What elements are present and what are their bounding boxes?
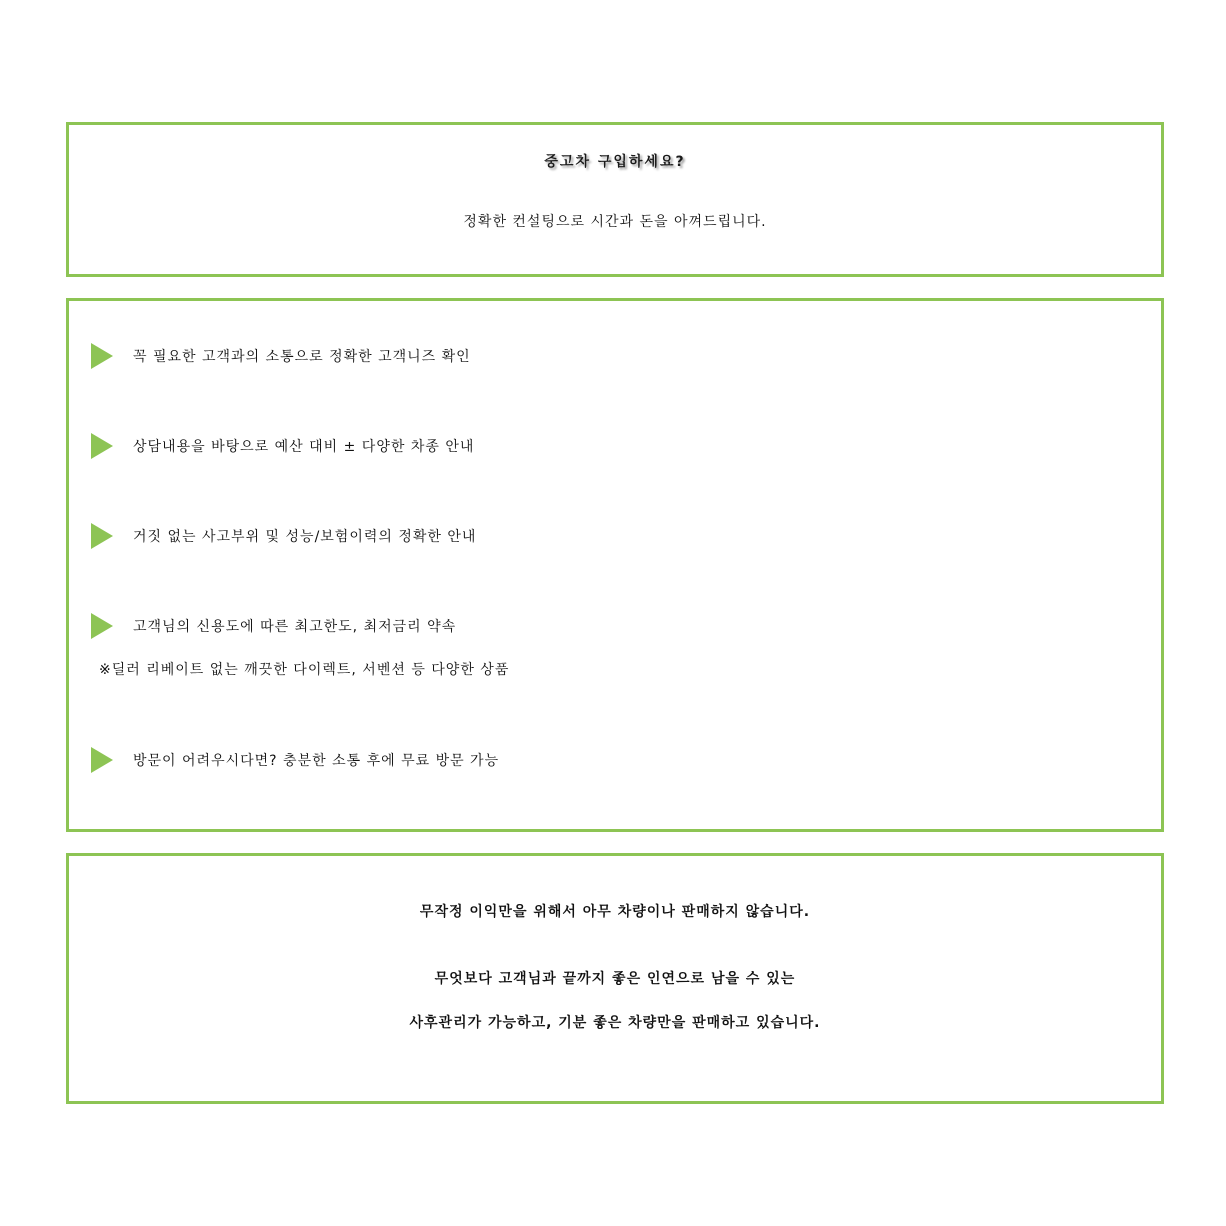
feature-item	[91, 613, 1151, 639]
features-box	[66, 298, 1164, 832]
feature-item	[91, 343, 1151, 369]
promise-box	[66, 853, 1164, 1104]
feature-item	[91, 523, 1151, 549]
feature-text: 거짓 없는 사고부위 및 성능/보험이력의 정확한 안내	[133, 529, 477, 545]
arrow-bullet-icon	[91, 747, 113, 773]
arrow-bullet-icon	[91, 613, 113, 639]
arrow-bullet-icon	[91, 523, 113, 549]
feature-item	[91, 747, 1151, 773]
feature-text: 꼭 필요한 고객과의 소통으로 정확한 고객니즈 확인	[133, 349, 471, 365]
feature-item	[91, 433, 1151, 459]
feature-text: 고객님의 신용도에 따른 최고한도, 최저금리 약속	[133, 619, 457, 635]
header-box	[66, 122, 1164, 277]
promise-line: 무작정 이익만을 위해서 아무 차량이나 판매하지 않습니다.	[419, 904, 811, 920]
feature-text: 상담내용을 바탕으로 예산 대비 ± 다양한 차종 안내	[133, 439, 475, 455]
promise-line: 무엇보다 고객님과 끝까지 좋은 인연으로 남을 수 있는	[434, 971, 796, 987]
subheadline: 정확한 컨설팅으로 시간과 돈을 아껴드립니다.	[463, 214, 767, 230]
feature-text: 방문이 어려우시다면? 충분한 소통 후에 무료 방문 가능	[133, 753, 500, 769]
promise-line: 사후관리가 가능하고, 기분 좋은 차량만을 판매하고 있습니다.	[409, 1015, 821, 1031]
feature-note: ※딜러 리베이트 없는 깨끗한 다이렉트, 서벤션 등 다양한 상품	[99, 662, 510, 678]
arrow-bullet-icon	[91, 343, 113, 369]
arrow-bullet-icon	[91, 433, 113, 459]
headline: 중고차 구입하세요?	[544, 154, 686, 170]
